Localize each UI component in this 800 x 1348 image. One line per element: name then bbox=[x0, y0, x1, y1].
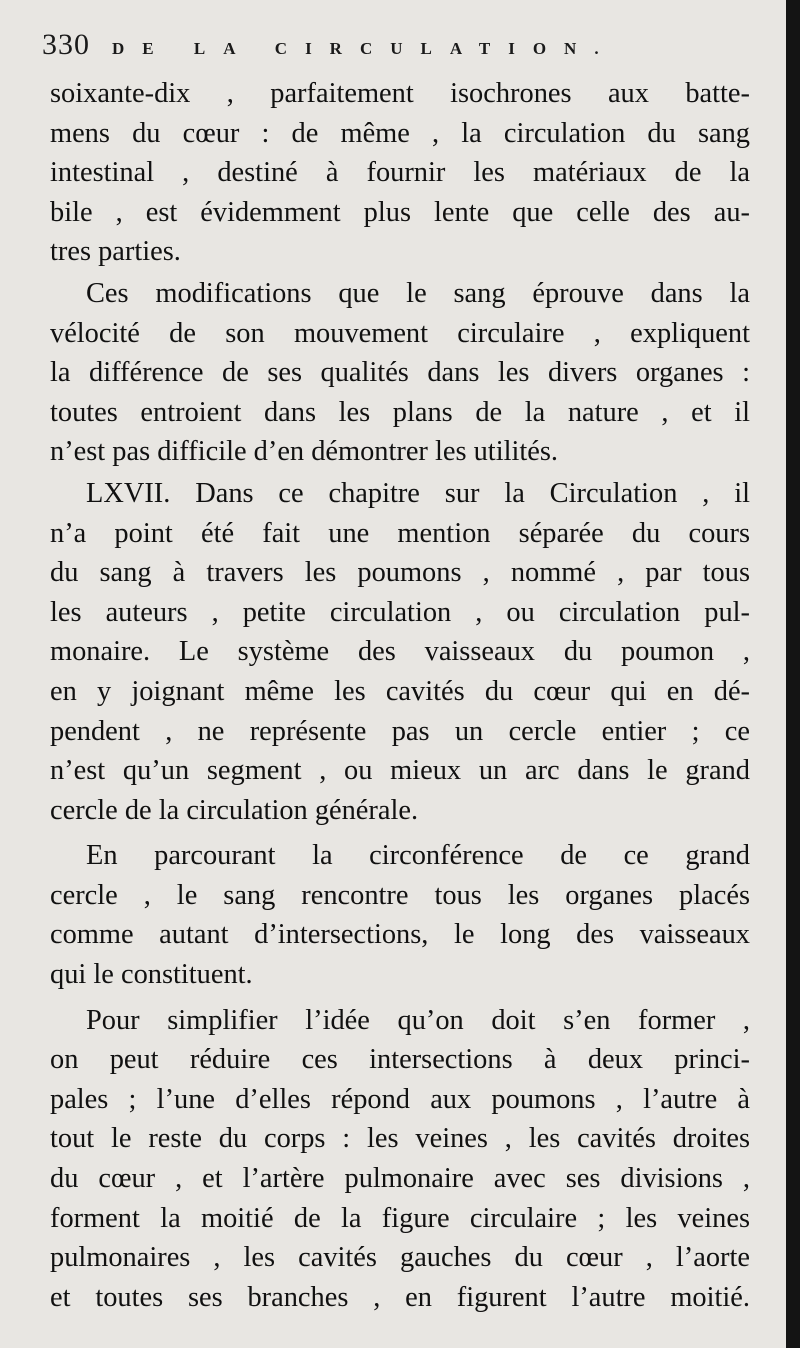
text-line: En parcourant la circonférence de ce grand bbox=[86, 840, 750, 872]
text-line: vélocité de son mouvement circulaire , expliquent bbox=[50, 317, 750, 349]
text-line: pendent , ne représente pas un cercle entier ; ce bbox=[50, 715, 750, 747]
text-line: soixante-dix , parfaitement isochrones aux batte- bbox=[50, 78, 750, 109]
text-line: tout le reste du corps : les veines , les cavités droites bbox=[50, 1123, 750, 1155]
page-header bbox=[42, 28, 742, 68]
text-line: mens du cœur : de même , la circulation du sang bbox=[50, 117, 750, 149]
paragraph-2 bbox=[50, 274, 750, 472]
text-line: et toutes ses branches , en figurent l’autre moitié. bbox=[50, 1281, 750, 1313]
text-line: toutes entroient dans les plans de la nature , et il bbox=[50, 396, 750, 428]
text-line: on peut réduire ces intersections à deux princi- bbox=[50, 1044, 750, 1076]
text-line: comme autant d’intersections, le long des vaisseaux bbox=[50, 919, 750, 951]
text-line: qui le constituent. bbox=[50, 959, 253, 991]
body-text bbox=[50, 74, 750, 1317]
text-line: Ces modifications que le sang éprouve dans la bbox=[86, 277, 750, 309]
paragraph-4 bbox=[50, 836, 750, 994]
text-line: les auteurs , petite circulation , ou circulation pul- bbox=[50, 596, 750, 628]
text-line: LXVII. Dans ce chapitre sur la Circulation , il bbox=[86, 477, 750, 509]
text-line: cercle , le sang rencontre tous les organes placés bbox=[50, 879, 750, 911]
text-line: la différence de ses qualités dans les divers organes : bbox=[50, 357, 750, 389]
text-line: forment la moitié de la figure circulaire ; les veines bbox=[50, 1202, 750, 1234]
text-line: du sang à travers les poumons , nommé , par tous bbox=[50, 557, 750, 589]
text-line: du cœur , et l’artère pulmonaire avec ses divisions , bbox=[50, 1163, 750, 1195]
text-line: intestinal , destiné à fournir les matériaux de la bbox=[50, 157, 750, 189]
text-line: pales ; l’une d’elles répond aux poumons , l’autre à bbox=[50, 1083, 750, 1115]
text-line: n’est qu’un segment , ou mieux un arc dans le grand bbox=[50, 755, 750, 787]
running-head: DE LA CIRCULATION. bbox=[112, 39, 617, 58]
paragraph-1 bbox=[50, 74, 750, 272]
text-line: bile , est évidemment plus lente que celle des au- bbox=[50, 196, 750, 228]
paragraph-5 bbox=[50, 1001, 750, 1318]
text-line: monaire. Le système des vaisseaux du poumon , bbox=[50, 636, 750, 668]
text-line: pulmonaires , les cavités gauches du cœur , l’aorte bbox=[50, 1242, 750, 1274]
text-line: n’est pas difficile d’en démontrer les utilités. bbox=[50, 436, 558, 468]
paragraph-3 bbox=[50, 474, 750, 830]
text-line: tres parties. bbox=[50, 236, 181, 268]
text-line: en y joignant même les cavités du cœur qui en dé- bbox=[50, 675, 750, 707]
text-line: Pour simplifier l’idée qu’on doit s’en former , bbox=[86, 1004, 750, 1036]
text-line: n’a point été fait une mention séparée du cours bbox=[50, 517, 750, 549]
text-line: cercle de la circulation générale. bbox=[50, 794, 419, 826]
page-number: 330 bbox=[42, 28, 90, 61]
